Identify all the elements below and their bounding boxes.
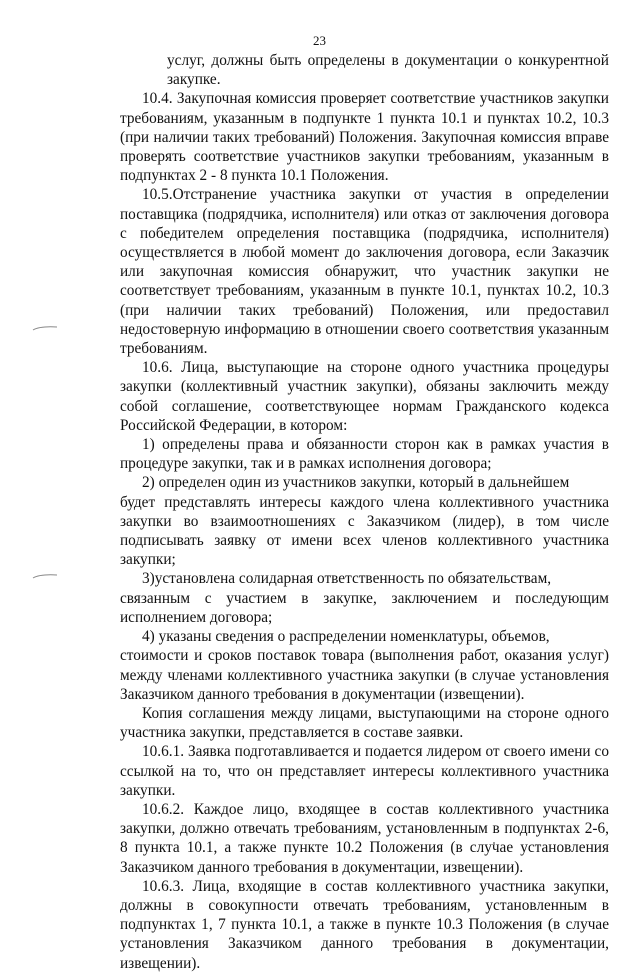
list-item-3-start: 3)установлена солидарная ответственность по обязательствам, bbox=[142, 570, 552, 588]
paragraph-10-6: 10.6. Лица, выступающие на стороне одного участника процедуры закупки (коллективный участник закупки), обязаны заключить между собой соглашение, соответствующее нормам Гражданского кодекса Российской Федерации, в котором: bbox=[120, 359, 609, 434]
document-body bbox=[120, 51, 609, 973]
list-item-4-start: 4) указаны сведения о распределении номенклатуры, объемов, bbox=[142, 628, 550, 646]
paragraph-10-6-2: 10.6.2. Каждое лицо, входящее в состав коллективного участника закупки, должно отвечать требованиям, установленным в подпунктах 2-6, 8 пункта 10.1, а также пункте 10.2 Положения (в случае установления Заказчиком данного требования в документации, извещении). bbox=[120, 800, 609, 876]
list-item-3-cont: связанным с участием в закупке, заключением и последующим исполнением договора; bbox=[120, 589, 609, 626]
scan-mark bbox=[32, 318, 58, 324]
paragraph-10-5: 10.5.Отстранение участника закупки от участия в определении поставщика (подрядчика, исполнителя) или отказ от заключения договора с победителем определения поставщика (подрядчика, исполнителя) осуществляется в любой момент до заключения договора, если Заказчик или закупочная комиссия обнаружит, что участник закупки не соответствует требованиям, указанным в пункте 10.1, пунктах 10.2, 10.3 (при наличии таких требований) Положения, или предоставил недостоверную информацию в отношении своего соответствия указанным требованиям. bbox=[120, 186, 609, 358]
page-number: 23 bbox=[313, 33, 326, 48]
scan-mark bbox=[32, 566, 58, 572]
paragraph-10-6-1: 10.6.1. Заявка подготавливается и подается лидером от своего имени со ссылкой на то, что он представляет интересы коллективного участника закупки. bbox=[120, 743, 609, 799]
paragraph-10-4: 10.4. Закупочная комиссия проверяет соответствие участников закупки требованиям, указанным в подпункте 1 пункта 10.1 и пунктах 10.2, 10.3 (при наличии таких требований) Положения. Закупочная комиссия вправе проверять соответствие участников закупки требованиям, указанным в подпунктах 2 - 8 пункта 10.1 Положения. bbox=[120, 90, 609, 185]
paragraph-10-6-3: 10.6.3. Лица, входящие в состав коллективного участника закупки, должны в совокупности отвечать требованиям, установленным в подпунктах 1, 7 пункта 10.1, а также в пункте 10.3 Положения (в случае установления Заказчиком данного требования в документации, извещении). bbox=[120, 877, 609, 972]
list-item-2-start: 2) определен один из участников закупки, который в дальнейшем bbox=[142, 474, 570, 492]
list-item-2-cont: будет представлять интересы каждого члена коллективного участника закупки во взаимоотношениях с Заказчиком (лидер), в том числе подписывать заявку от имени всех членов коллективного участника закупки; bbox=[120, 493, 609, 569]
paragraph-agreement-copy: Копия соглашения между лицами, выступающими на стороне одного участника закупки, представляется в составе заявки. bbox=[120, 704, 609, 742]
list-item-1: 1) определены права и обязанности сторон как в рамках участия в процедуре закупки, так и в рамках исполнения договора; bbox=[120, 436, 609, 473]
paragraph-continuation: услуг, должны быть определены в документации о конкурентной закупке. bbox=[167, 52, 609, 89]
list-item-4-cont: стоимости и сроков поставок товара (выполнения работ, оказания услуг) между членами коллективного участника закупки (в случае установления Заказчиком данного требования в документации (извещении). bbox=[120, 647, 609, 703]
